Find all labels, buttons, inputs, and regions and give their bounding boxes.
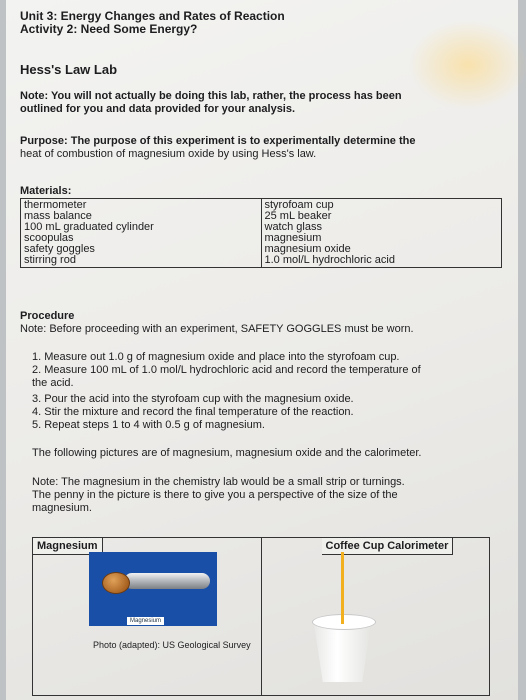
calorimeter-cell-title: Coffee Cup Calorimeter [322, 538, 454, 555]
unit-title: Unit 3: Energy Changes and Rates of Reaction [20, 9, 285, 23]
note-line-1: Note: You will not actually be doing this lab, rather, the process has been [20, 90, 402, 102]
procedure-step: 2. Measure 100 mL of 1.0 mol/L hydrochloric acid and record the temperature of [32, 364, 421, 376]
magnesium-photo-label: Magnesium [127, 617, 164, 625]
material-item: thermometer [24, 199, 87, 211]
magnesium-photo [89, 552, 217, 626]
calorimeter-cell [262, 538, 490, 695]
note-line-2: outlined for you and data provided for your analysis. [20, 103, 296, 115]
activity-title: Activity 2: Need Some Energy? [20, 22, 198, 36]
magnesium-rod-image [124, 573, 210, 589]
material-item: 1.0 mol/L hydrochloric acid [264, 254, 395, 266]
purpose-line-2: heat of combustion of magnesium oxide by using Hess's law. [20, 148, 317, 160]
magnesium-note-line-3: magnesium. [32, 502, 92, 514]
material-item: 25 mL beaker [264, 210, 332, 222]
stirring-rod-image [341, 552, 344, 624]
materials-left-column [21, 199, 262, 268]
magnesium-cell [33, 538, 262, 695]
materials-table [20, 198, 502, 268]
material-item: magnesium [264, 232, 322, 244]
procedure-step: 5. Repeat steps 1 to 4 with 0.5 g of magnesium. [32, 419, 265, 431]
magnesium-note-line-1: Note: The magnesium in the chemistry lab would be a small strip or turnings. [32, 476, 405, 488]
materials-label: Materials: [20, 185, 72, 197]
penny-image [102, 572, 130, 594]
light-glare [408, 20, 526, 110]
material-item: mass balance [24, 210, 92, 222]
purpose-line-1 [20, 135, 415, 148]
procedure-title: Procedure [20, 310, 75, 322]
materials-right-column [261, 199, 502, 268]
material-item: stirring rod [24, 254, 76, 266]
magnesium-cell-title: Magnesium [33, 538, 103, 555]
material-item: 100 mL graduated cylinder [24, 221, 154, 233]
material-item: magnesium oxide [264, 243, 351, 255]
lab-title: Hess's Law Lab [20, 62, 118, 77]
material-item: watch glass [264, 221, 322, 233]
procedure-step: 3. Pour the acid into the styrofoam cup with the magnesium oxide. [32, 393, 354, 405]
procedure-step-continued: the acid. [32, 377, 74, 389]
procedure-step: 4. Stir the mixture and record the final temperature of the reaction. [32, 406, 354, 418]
procedure-step: 1. Measure out 1.0 g of magnesium oxide and place into the styrofoam cup. [32, 351, 400, 363]
photo-credit: Photo (adapted): US Geological Survey [93, 640, 251, 650]
magnesium-note-line-2: The penny in the picture is there to give you a perspective of the size of the [32, 489, 398, 501]
material-item: styrofoam cup [264, 199, 334, 211]
material-item: safety goggles [24, 243, 95, 255]
pictures-table [32, 537, 490, 696]
procedure-note: Note: Before proceeding with an experiment, SAFETY GOGGLES must be worn. [20, 323, 414, 335]
worksheet-page [6, 0, 518, 700]
purpose-text: Purpose: The purpose of this experiment is to experimentally determine the [20, 135, 416, 147]
material-item: scoopulas [24, 232, 74, 244]
pictures-intro: The following pictures are of magnesium, magnesium oxide and the calorimeter. [32, 447, 422, 459]
cup-rim-image [312, 614, 376, 630]
